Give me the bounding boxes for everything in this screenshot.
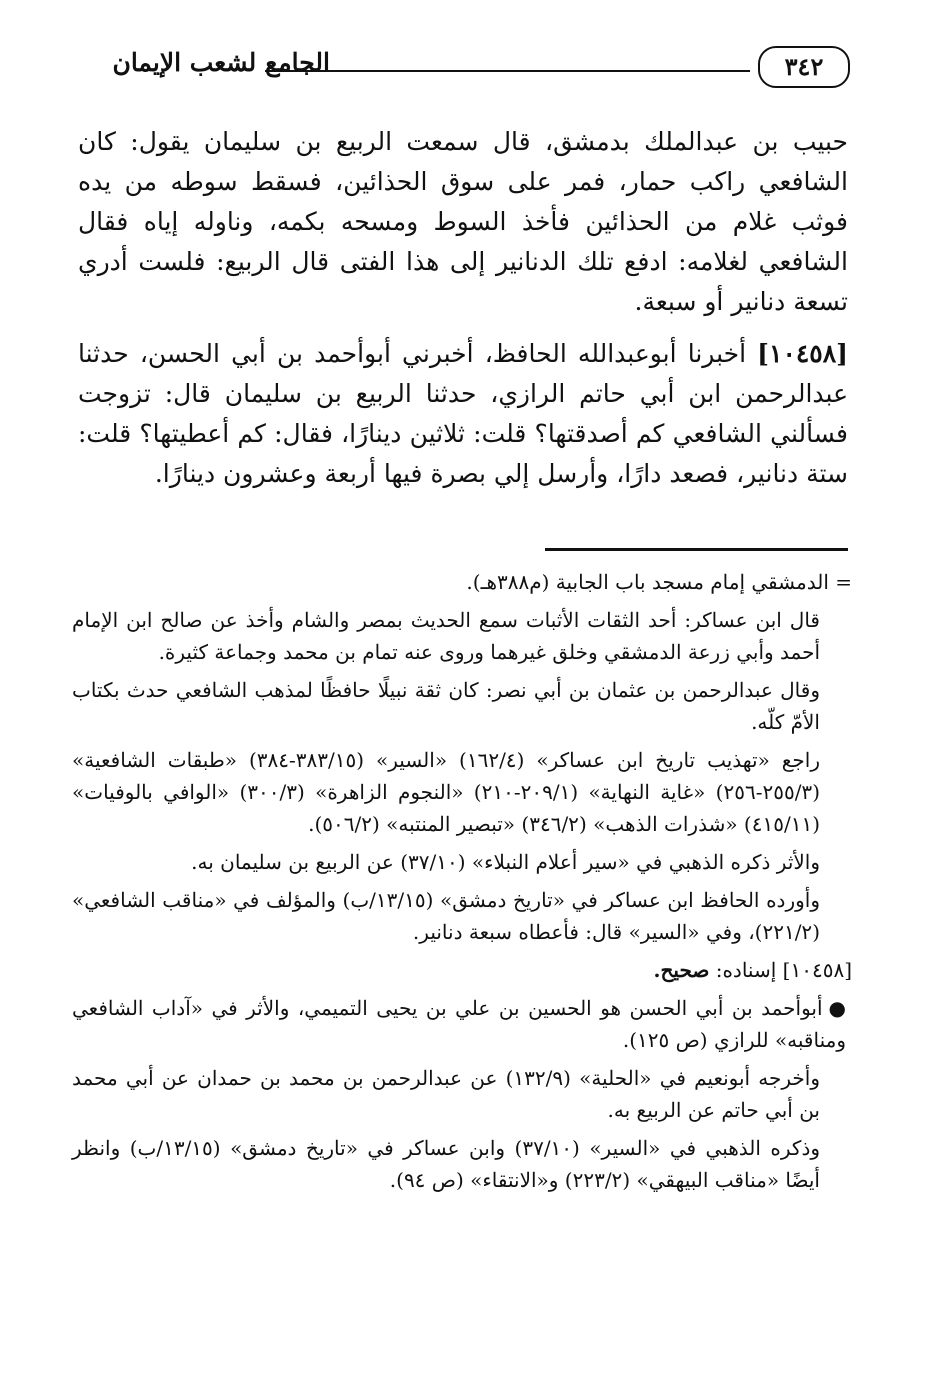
footnote-ibn-asakir-tarikh: وأورده الحافظ ابن عساكر في «تاريخ دمشق» (١٣/١٥/ب) والمؤلف في «مناقب الشافعي» (٢٢١/٢)، وفي «السير» قال: فأعطاه سبعة دنانير.: [72, 888, 820, 944]
isnad-grade: صحيح.: [653, 958, 710, 982]
footnote-references: راجع «تهذيب تاريخ ابن عساكر» (١٦٢/٤) «السير» (٣٨٣/١٥-٣٨٤) «طبقات الشافعية» (٢٥٥/٣-٢٥٦) «غاية النهاية» (٢٠٩/١-٢١٠) «النجوم الزاهرة» (٣٠٠/٣) «الوافي بالوفيات» (٤١٥/١١) «شذرات الذهب» (٣٤٦/٢) «تبصير المنتبه» (٥٠٦/٢).: [72, 748, 821, 836]
footnote-ibn-asakir: قال ابن عساكر: أحد الثقات الأثبات سمع الحديث بمصر والشام وأخذ عن صالح ابن الإمام أحمد وأبي زرعة الدمشقي وخلق غيرهما وروى عنه تمام بن محمد وجماعة كثيرة.: [72, 608, 820, 664]
footnote-abu-ahmad: [72, 992, 852, 1056]
page-number: ٣٤٢: [758, 46, 850, 88]
header-rule: [265, 70, 750, 72]
footnote-dhahabi: والأثر ذكره الذهبي في «سير أعلام النبلاء» (٣٧/١٠) عن الربيع بن سليمان به.: [191, 850, 820, 874]
footnote-continuation: = الدمشقي إمام مسجد باب الجابية (م٣٨٨هـ).: [466, 570, 852, 594]
footnote-dhahabi-siyar: وذكره الذهبي في «السير» (٣٧/١٠) وابن عساكر في «تاريخ دمشق» (١٣/١٥/ب) وانظر أيضًا «مناقب البيهقي» (٢٢٣/٢) و«الانتقاء» (ص ٩٤).: [72, 1136, 821, 1192]
hadith-number: [١٠٤٥٨]: [757, 339, 848, 368]
page-header: [70, 42, 850, 102]
running-title: الجامع لشعب الإيمان: [112, 48, 330, 77]
bullet-icon: ●: [828, 996, 846, 1020]
isnad-label: إسناده:: [715, 958, 777, 982]
main-paragraph-2: [78, 334, 848, 494]
main-text: [78, 122, 848, 506]
hadith-text: أخبرنا أبوعبدالله الحافظ، أخبرني أبوأحمد بن أبي الحسن، حدثنا عبدالرحمن ابن أبي حاتم الرازي، حدثنا الربيع بن سليمان قال: تزوجت فسألني الشافعي كم أصدقتها؟ قلت: ثلاثين دينارًا، فقال: كم أعطيتها؟ قلت: ستة دنانير، فصعد دارًا، وأرسل إلي بصرة فيها أربعة وعشرون دينارًا.: [78, 339, 848, 488]
footnote-abdulrahman: وقال عبدالرحمن بن عثمان بن أبي نصر: كان ثقة نبيلًا حافظًا لمذهب الشافعي حدث بكتاب الأمّ كلّه.: [72, 678, 820, 734]
footnote-hadith-number: [١٠٤٥٨]: [782, 958, 852, 982]
footnotes: [72, 566, 852, 1202]
footnote-isnad: [72, 954, 852, 986]
footnote-abu-ahmad-text: أبوأحمد بن أبي الحسن هو الحسين بن علي بن يحيى التميمي، والأثر في «آداب الشافعي ومناقبه» للرازي (ص ١٢٥).: [72, 996, 846, 1052]
main-paragraph-1: حبيب بن عبدالملك بدمشق، قال سمعت الربيع بن سليمان يقول: كان الشافعي راكب حمار، فمر على سوق الحذائين، فسقط سوطه من يده فوثب غلام من الحذائين فأخذ السوط ومسحه بكمه، وناوله إياه فقال الشافعي لغلامه: ادفع تلك الدنانير إلى هذا الفتى قال الربيع: فلست أدري تسعة دنانير أو سبعة.: [78, 127, 848, 316]
footnote-separator: [545, 548, 848, 551]
footnote-abu-nuaym: وأخرجه أبونعيم في «الحلية» (١٣٢/٩) عن عبدالرحمن بن محمد بن حمدان عن أبي محمد بن أبي حاتم عن الربيع به.: [72, 1066, 820, 1122]
